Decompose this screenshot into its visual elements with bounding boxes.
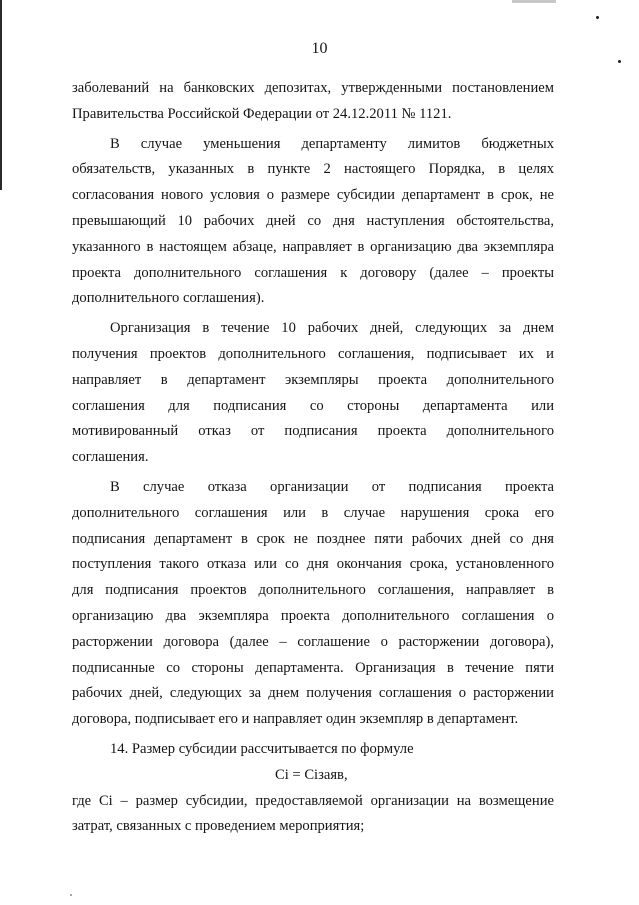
text-line: дополнительного соглашения). — [72, 290, 265, 307]
scan-smudge — [512, 0, 556, 3]
scan-dot — [618, 60, 621, 63]
text-line: подписания департамент в срок не позднее пяти рабочих дней со дня — [72, 530, 554, 547]
text-line: где Ci – размер субсидии, предоставляемой организации на возмещение — [72, 792, 554, 809]
text-line: Организация в течение 10 рабочих дней, следующих за днем — [110, 320, 554, 337]
formula: Ci = Ciзаяв, — [275, 766, 348, 783]
text-line: В случае отказа организации от подписания проекта — [110, 478, 554, 495]
text-line: заболеваний на банковских депозитах, утвержденными постановлением — [72, 80, 554, 96]
text-line: поступления такого отказа или со дня окончания срока, установленного — [72, 556, 554, 573]
text-line: соглашения для подписания со стороны департамента или — [72, 397, 554, 414]
scan-edge-line — [0, 0, 2, 190]
section-heading-line: 14. Размер субсидии рассчитывается по формуле — [110, 740, 414, 757]
text-line: Правительства Российской Федерации от 24.12.2011 № 1121. — [72, 105, 452, 122]
text-line: договора, подписывает его и направляет один экземпляр в департамент. — [72, 711, 519, 728]
text-line: В случае уменьшения департаменту лимитов бюджетных — [110, 135, 554, 152]
text-line: согласования нового условия о размере субсидии департамент в срок, не — [72, 187, 554, 204]
text-line: указанного в настоящем абзаце, направляет в организацию два экземпляра — [72, 238, 554, 255]
text-line: затрат, связанных с проведением мероприятия; — [72, 818, 365, 835]
text-line: расторжении договора (далее – соглашение о расторжении договора), — [72, 633, 554, 650]
page-number: 10 — [311, 40, 328, 57]
text-line: мотивированный отказ от подписания проекта дополнительного — [72, 423, 554, 440]
text-line: подписанные со стороны департамента. Организация в течение пяти — [72, 659, 554, 676]
text-line: проекта дополнительного соглашения к договору (далее – проекты — [72, 264, 554, 281]
text-line: обязательств, указанных в пункте 2 настоящего Порядка, в целях — [72, 161, 554, 178]
scan-dot — [596, 16, 599, 19]
text-line: соглашения. — [72, 449, 149, 466]
text-line: получения проектов дополнительного соглашения, подписывает их и — [72, 345, 554, 362]
document-body — [72, 76, 554, 840]
scan-dot — [70, 894, 72, 896]
text-line: организацию два экземпляра проекта дополнительного соглашения о — [72, 607, 554, 624]
text-line: для подписания проектов дополнительного соглашения, направляет в — [72, 582, 554, 599]
text-line: рабочих дней, следующих за днем получения соглашения о расторжении — [72, 685, 554, 702]
text-line: направляет в департамент экземпляры проекта дополнительного — [72, 371, 554, 388]
text-line: дополнительного соглашения или в случае нарушения срока его — [72, 504, 554, 521]
text-line: превышающий 10 рабочих дней со дня наступления обстоятельства, — [72, 212, 554, 229]
